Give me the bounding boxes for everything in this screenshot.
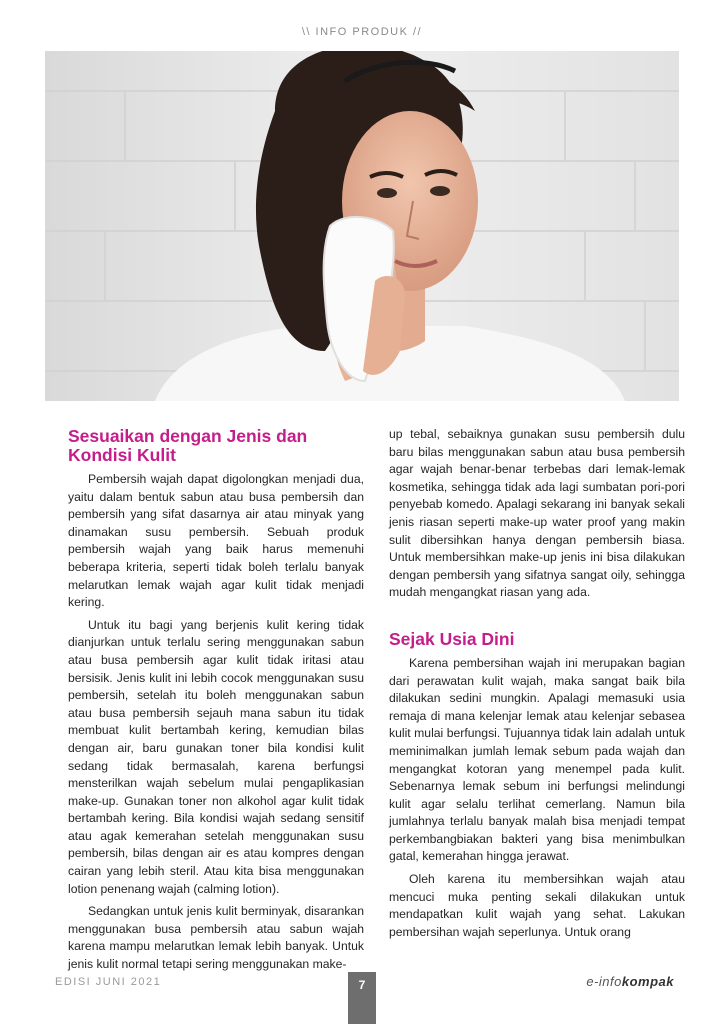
section-header: \\ INFO PRODUK // — [301, 26, 423, 38]
right-column — [389, 426, 685, 946]
page-number: 7 — [348, 972, 376, 1024]
heading-skin-type: Sesuaikan dengan Jenis dan Kondisi Kulit — [68, 426, 308, 465]
paragraph: Sedangkan untuk jenis kulit berminyak, disarankan menggunakan busa pembersih atau sabun wajah karena mampu melarutkan lemak lebih banyak. Untuk jenis kulit normal tetapi sering menggunakan make- — [68, 904, 364, 972]
paragraph: Oleh karena itu membersihkan wajah atau mencuci muka penting sekali dilakukan untuk mendapatkan kulit wajah yang sehat. Lakukan pembersihan wajah seperlunya. Untuk orang — [389, 872, 685, 939]
paragraph-continuation: up tebal, sebaiknya gunakan susu pembersih dulu baru bilas menggunakan sabun atau busa pembersih agar wajah benar-benar terbebas dari lemak-lemak kosmetika, sehingga tidak ada lagi sumbatan pori-pori penyebab komedo. Apalagi sekarang ini banyak sekali jenis riasan seperti make-up water proof yang makin sulit dibersihkan hanya dengan pembersih biasa. Untuk membersihkan make-up jenis ini bisa dilakukan dengan pembersih yang sifatnya sangat oily, sehingga mudah mengangkat riasan yang ada. — [389, 427, 685, 600]
paragraph: Karena pembersihan wajah ini merupakan bagian dari perawatan kulit wajah, maka sangat baik bila dilakukan sedini mungkin. Apalagi memasuki usia remaja di mana kelenjar lemak atau kelenjar sebasea kulit mulai berfungsi. Tujuannya tidak lain adalah untuk meminimalkan jumlah lemak sebum pada wajah dan mengangkat kotoran yang menempel pada kulit. Sebenarnya lemak sebum ini berfungsi melindungi kulit agar selalu terlihat cemerlang. Namun bila jumlahnya terlalu banyak malah bisa menjadi tempat perkembangbiakan bakteri yang bisa menimbulkan gatal, kemerahan hingga jerawat. — [389, 655, 685, 864]
hero-photo — [45, 51, 679, 401]
heading-early-age: Sejak Usia Dini — [389, 628, 515, 649]
paragraph: Untuk itu bagi yang berjenis kulit kering tidak dianjurkan untuk terlalu sering menggunakan sabun atau busa pembersih agar kulit tidak iritasi atau bersisik. Jenis kulit ini lebih cocok menggunakan susu pembersih, setelah itu boleh menggunakan sabun atau busa pembersih sejauh mana sabun itu tidak membuat kulit bertambah kering, kemudian bilas dengan air, baru gunakan toner bila kondisi kulit sedang tidak bermasalah, karena berfungsi mensterilkan wajah sebelum mulai pengaplikasian make-up. Gunakan toner non alkohol agar kulit tidak bertambah kering. Bila kondisi wajah sedang sensitif atau agak kemerahan setelah menggunakan susu pembersih, bilas dengan air es atau kompres dengan cairan yang lebih steril. Atau kita bisa menggunakan lotion penenang wajah (calming lotion). — [68, 617, 364, 896]
brand-logo — [586, 974, 674, 989]
brand-suffix: kompak — [621, 974, 674, 989]
paragraph: Pembersih wajah dapat digolongkan menjadi dua, yaitu dalam bentuk sabun atau busa pembersih dan pembersih yang sifat dasarnya air atau minyak yang dinamakan susu pembersih. Sebuah produk pembersih wajah yang baik harus memenuhi beberapa kriteria, seperti tidak boleh terlalu banyak melarutkan lemak wajah agar kulit tidak menjadi kering. — [68, 472, 364, 610]
brand-prefix: e-info — [586, 974, 622, 989]
left-column — [68, 424, 364, 979]
edition-label: EDISI JUNI 2021 — [55, 976, 162, 988]
